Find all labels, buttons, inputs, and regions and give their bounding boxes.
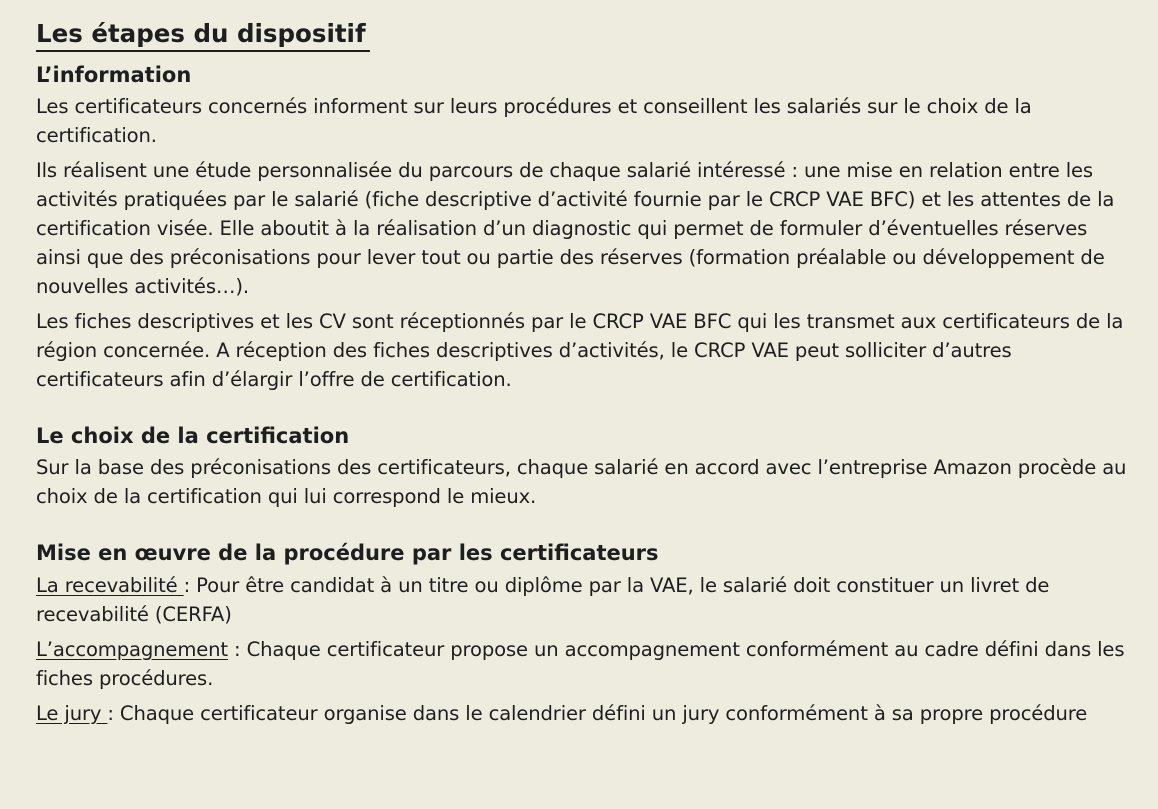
paragraph: Les certificateurs concernés informent sur leurs procédures et conseillent les salariés sur le choix de la certification. bbox=[36, 95, 1032, 147]
paragraph: Ils réalisent une étude personnalisée du parcours de chaque salarié intéressé : une mise en relation entre les activités pratiquées par le salarié (fiche descriptive d’activité fournie par le CRCP VAE BFC) et les attentes de la certification visée. Elle aboutit à la réalisation d’un diagnostic qui permet de formuler d’éventuelles réserves ainsi que des préconisations pour lever tout ou partie des réserves (formation préalable ou développement de nouvelles activités…). bbox=[36, 159, 1115, 298]
paragraph: Sur la base des préconisations des certificateurs, chaque salarié en accord avec l’entreprise Amazon procède au choix de la certification qui lui correspond le mieux. bbox=[36, 456, 1127, 508]
section-heading-mise-en-oeuvre: Mise en œuvre de la procédure par les certificateurs bbox=[36, 541, 659, 565]
term-accompagnement: L’accompagnement bbox=[36, 638, 228, 661]
paragraph: Les fiches descriptives et les CV sont réceptionnés par le CRCP VAE BFC qui les transmet aux certificateurs de la région concernée. A réception des fiches descriptives d’activités, le CRCP VAE peut solliciter d’autres certificateurs afin d’élargir l’offre de certification. bbox=[36, 310, 1124, 391]
term-recevabilite: La recevabilité bbox=[36, 574, 184, 597]
section-heading-information: L’information bbox=[36, 63, 192, 87]
page-title: Les étapes du dispositif bbox=[36, 18, 370, 52]
term-jury: Le jury bbox=[36, 702, 108, 725]
list-item-jury bbox=[36, 699, 1136, 728]
document-body bbox=[36, 18, 1136, 728]
list-item-accompagnement bbox=[36, 635, 1136, 693]
section-heading-choix: Le choix de la certification bbox=[36, 424, 350, 448]
item-text: : Pour être candidat à un titre ou diplôme par la VAE, le salarié doit constituer un livret de recevabilité (CERFA) bbox=[36, 574, 1050, 626]
list-item-recevabilite bbox=[36, 571, 1136, 629]
item-text: : Chaque certificateur propose un accompagnement conformément au cadre défini dans les fiches procédures. bbox=[36, 638, 1125, 690]
item-text: : Chaque certificateur organise dans le calendrier défini un jury conformément à sa propre procédure bbox=[107, 702, 1088, 725]
